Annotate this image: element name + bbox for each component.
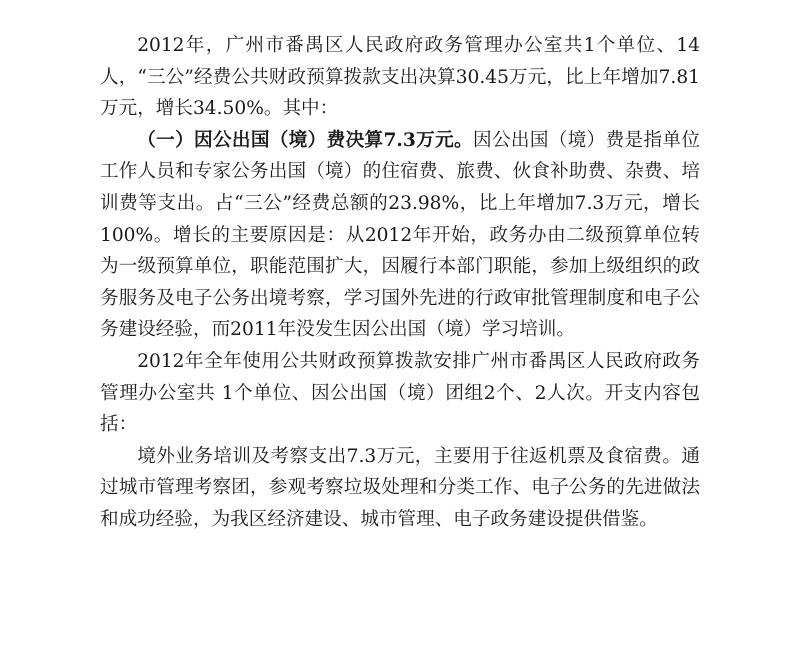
- paragraph-section-1: [100, 125, 700, 346]
- paragraph-usage: 2012年全年使用公共财政预算拨款安排广州市番禺区人民政府政务管理办公室共 1个单位、因公出国（境）团组2个、2人次。开支内容包括：: [100, 350, 700, 436]
- section-body: 因公出国（境）费是指单位工作人员和专家公务出国（境）的住宿费、旅费、伙食补助费、杂费、培训费等支出。占“三公”经费总额的23.98%，比上年增加7.3万元，增长100%。增长的主要原因是：从2012年开始，政务办由二级预算单位转为一级预算单位，职能范围扩大，因履行本部门职能，参加上级组织的政务服务及电子公务出境考察，学习国外先进的行政审批管理制度和电子公务建设经验，而2011年没发生因公出国（境）学习培训。: [100, 129, 700, 341]
- document-body: [100, 30, 700, 536]
- paragraph-intro: 2012年，广州市番禺区人民政府政务管理办公室共1个单位、14人，“三公”经费公共财政预算拨款支出决算30.45万元，比上年增加7.81万元，增长34.50%。其中：: [100, 35, 700, 120]
- section-heading: （一）因公出国（境）费决算7.3万元。: [137, 129, 473, 151]
- paragraph-detail: 境外业务培训及考察支出7.3万元，主要用于往返机票及食宿费。通过城市管理考察团，参观考察垃圾处理和分类工作、电子公务的先进做法和成功经验，为我区经济建设、城市管理、电子政务建设提供借鉴。: [100, 445, 700, 530]
